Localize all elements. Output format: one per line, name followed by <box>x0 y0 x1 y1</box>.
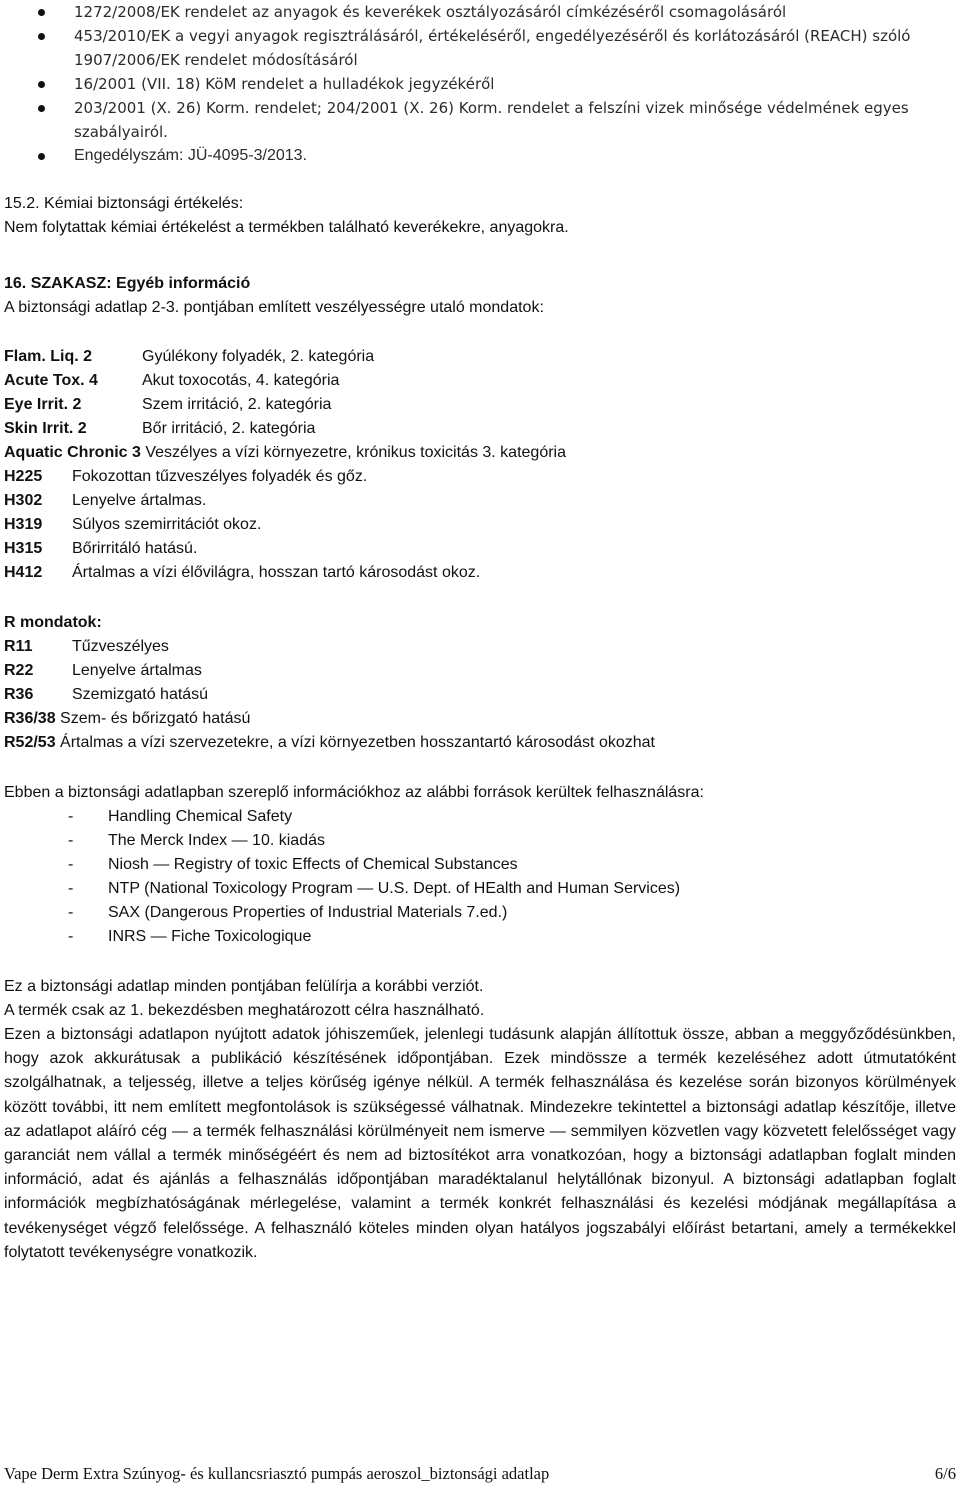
hazard-class-text: Gyúlékony folyadék, 2. kategória <box>142 348 375 365</box>
sources-intro: Ebben a biztonsági adatlapban szereplő információkhoz az alábbi források kerültek felhasználásra: <box>4 784 704 801</box>
hazard-class-code: Skin Irrit. 2 <box>4 420 87 437</box>
section-15-2-heading: 15.2. Kémiai biztonsági értékelés: <box>4 195 244 212</box>
bullet-icon <box>38 81 45 88</box>
dash-bullet: - <box>68 856 74 873</box>
r-phrase-text: Ártalmas a vízi szervezetekre, a vízi környezetben hosszantartó károsodást okozhat <box>55 734 655 751</box>
r-phrase-text: Tűzveszélyes <box>72 638 169 655</box>
regulation-text: 453/2010/EK a vegyi anyagok regisztrálásáról, értékeléséről, engedélyezéséről és korlátozásáról (REACH) szóló 1907/2006/EK rendelet módosításáról <box>74 27 911 69</box>
footer-title: Vape Derm Extra Szúnyog- és kullancsriasztó pumpás aeroszol_biztonsági adatlap <box>4 1464 550 1483</box>
regulation-item <box>0 0 960 24</box>
source-item <box>4 877 956 901</box>
hazard-class-row <box>4 393 956 417</box>
hazard-class-row <box>4 417 956 441</box>
hazard-class-text: Bőr irritáció, 2. kategória <box>142 420 316 437</box>
h-statement-row <box>4 513 956 537</box>
page-footer <box>4 1463 956 1485</box>
section-15-2 <box>4 192 956 240</box>
source-text: INRS — Fiche Toxicologique <box>108 928 312 945</box>
h-statement-text: Bőrirritáló hatású. <box>72 540 198 557</box>
hazard-class-text: Akut toxocotás, 4. kategória <box>142 372 340 389</box>
r-phrase-heading: R mondatok: <box>4 614 102 631</box>
regulation-item <box>0 24 960 72</box>
r-phrase-code: R52/53 <box>4 734 56 751</box>
hazard-class-code: Eye Irrit. 2 <box>4 396 82 413</box>
r-phrase-section <box>4 611 956 755</box>
h-statement-text: Ártalmas a vízi élővilágra, hosszan tartó károsodást okoz. <box>72 564 481 581</box>
h-statement-code: H225 <box>4 468 43 485</box>
h-statement-text: Súlyos szemirritációt okoz. <box>72 516 262 533</box>
h-statement-code: H412 <box>4 564 43 581</box>
r-phrase-row <box>4 635 956 659</box>
section-16-heading: 16. SZAKASZ: Egyéb információ <box>4 275 251 292</box>
dash-bullet: - <box>68 928 74 945</box>
aquatic-chronic-row <box>4 441 956 465</box>
dash-bullet: - <box>68 880 74 897</box>
regulation-text: 1272/2008/EK rendelet az anyagok és keverékek osztályozásáról címkézéséről csomagolásáról <box>74 3 787 21</box>
hazard-class-text: Veszélyes a vízi környezetre, krónikus toxicitás 3. kategória <box>145 444 566 461</box>
h-statement-code: H315 <box>4 540 43 557</box>
hazard-class-row <box>4 345 956 369</box>
h-statement-code: H302 <box>4 492 43 509</box>
regulation-text: 16/2001 (VII. 18) KöM rendelet a hulladékok jegyzékéről <box>74 75 495 93</box>
source-item <box>4 829 956 853</box>
hazard-class-code: Flam. Liq. 2 <box>4 348 93 365</box>
h-statement-row <box>4 537 956 561</box>
hazard-class-text: Szem irritáció, 2. kategória <box>142 396 332 413</box>
bullet-icon <box>38 33 45 40</box>
source-text: Niosh — Registry of toxic Effects of Chemical Substances <box>108 856 518 873</box>
hazard-class-list <box>4 345 956 585</box>
r-phrase-text: Szemizgató hatású <box>72 686 209 703</box>
section-16-intro: A biztonsági adatlap 2-3. pontjában említett veszélyességre utaló mondatok: <box>4 299 544 316</box>
section-15-2-text: Nem folytattak kémiai értékelést a termékben található keverékekre, anyagokra. <box>4 219 569 236</box>
source-text: The Merck Index — 10. kiadás <box>108 832 325 849</box>
r-phrase-text: Szem- és bőrizgató hatású <box>55 710 251 727</box>
closing-section <box>4 975 956 1265</box>
disclaimer-paragraph: Ezen a biztonsági adatlapon nyújtott adatok jóhiszeműek, jelenlegi tudásunk alapján állítottuk össze, abban a meggyőződésünkben, hogy azok akkurátusak a publikáció készítésének időpontjában. Ezek mindössze a termék kezeléséhez adott útmutatóként szolgálhatnak, a teljesség, illetve a teljes körűség igénye nélkül. A termék felhasználása és kezelése során bizonyos körülmények között további, itt nem említett megfontolások is szükségessé válhatnak. Mindezekre tekintettel a biztonsági adatlap készítője, illetve az adatlapot aláíró cég — a termék felhasználási körülményeit nem ismerve — semmilyen közvetlen vagy közvetett felelősséget vagy garanciát nem vállal a termék minőségéért és nem ad biztosítékot arra vonatkozóan, hogy a biztonsági adatlapban foglalt minden információ, adat és ajánlás a felhasználás időpontjában maradéktalanul helytállónak bizonyul. A biztonsági adatlapban foglalt információk megbízhatóságának mérlegelése, valamint a termék konkrét felhasználási és kezelési módjának megállapítása a tevékenységet végző felelőssége. A felhasználó köteles minden olyan hatályos jogszabályi előírást betartani, amely a termékekkel folytatott tevékenységre vonatkozik. <box>4 1026 956 1261</box>
regulation-item <box>0 72 960 96</box>
r-phrase-code: R36 <box>4 686 34 703</box>
hazard-class-row <box>4 369 956 393</box>
r-phrase-code: R11 <box>4 638 33 655</box>
h-statement-row <box>4 561 956 585</box>
source-item <box>4 901 956 925</box>
closing-note: A termék csak az 1. bekezdésben meghatározott célra használható. <box>4 1002 485 1019</box>
section-16 <box>4 272 956 320</box>
hazard-class-code: Acute Tox. 4 <box>4 372 98 389</box>
h-statement-text: Fokozottan tűzveszélyes folyadék és gőz. <box>72 468 368 485</box>
dash-bullet: - <box>68 904 74 921</box>
source-item <box>4 853 956 877</box>
bullet-icon <box>38 9 45 16</box>
source-item <box>4 805 956 829</box>
source-item <box>4 925 956 949</box>
regulation-text: 203/2001 (X. 26) Korm. rendelet; 204/2001 (X. 26) Korm. rendelet a felszíni vizek minősége védelmének egyes szabályairól. <box>74 99 909 141</box>
dash-bullet: - <box>68 832 74 849</box>
regulation-item <box>0 144 960 168</box>
r-phrase-row <box>4 731 956 755</box>
source-text: SAX (Dangerous Properties of Industrial Materials 7.ed.) <box>108 904 508 921</box>
r-phrase-row <box>4 683 956 707</box>
r-phrase-row <box>4 707 956 731</box>
bullet-icon <box>38 153 45 160</box>
source-text: NTP (National Toxicology Program — U.S. Dept. of HEalth and Human Services) <box>108 880 681 897</box>
h-statement-text: Lenyelve ártalmas. <box>72 492 207 509</box>
source-text: Handling Chemical Safety <box>108 808 293 825</box>
r-phrase-code: R22 <box>4 662 34 679</box>
r-phrase-row <box>4 659 956 683</box>
r-phrase-code: R36/38 <box>4 710 56 727</box>
regulation-item <box>0 96 960 144</box>
bullet-icon <box>38 105 45 112</box>
page-number: 6/6 <box>934 1464 956 1483</box>
dash-bullet: - <box>68 808 74 825</box>
sources-section <box>4 781 956 949</box>
closing-note: Ez a biztonsági adatlap minden pontjában felülírja a korábbi verziót. <box>4 978 484 995</box>
r-phrase-text: Lenyelve ártalmas <box>72 662 202 679</box>
hazard-class-code: Aquatic Chronic 3 <box>4 444 141 461</box>
h-statement-row <box>4 465 956 489</box>
h-statement-code: H319 <box>4 516 43 533</box>
h-statement-row <box>4 489 956 513</box>
permit-number: Engedélyszám: JÜ-4095-3/2013. <box>74 147 308 164</box>
regulation-list <box>0 0 960 168</box>
